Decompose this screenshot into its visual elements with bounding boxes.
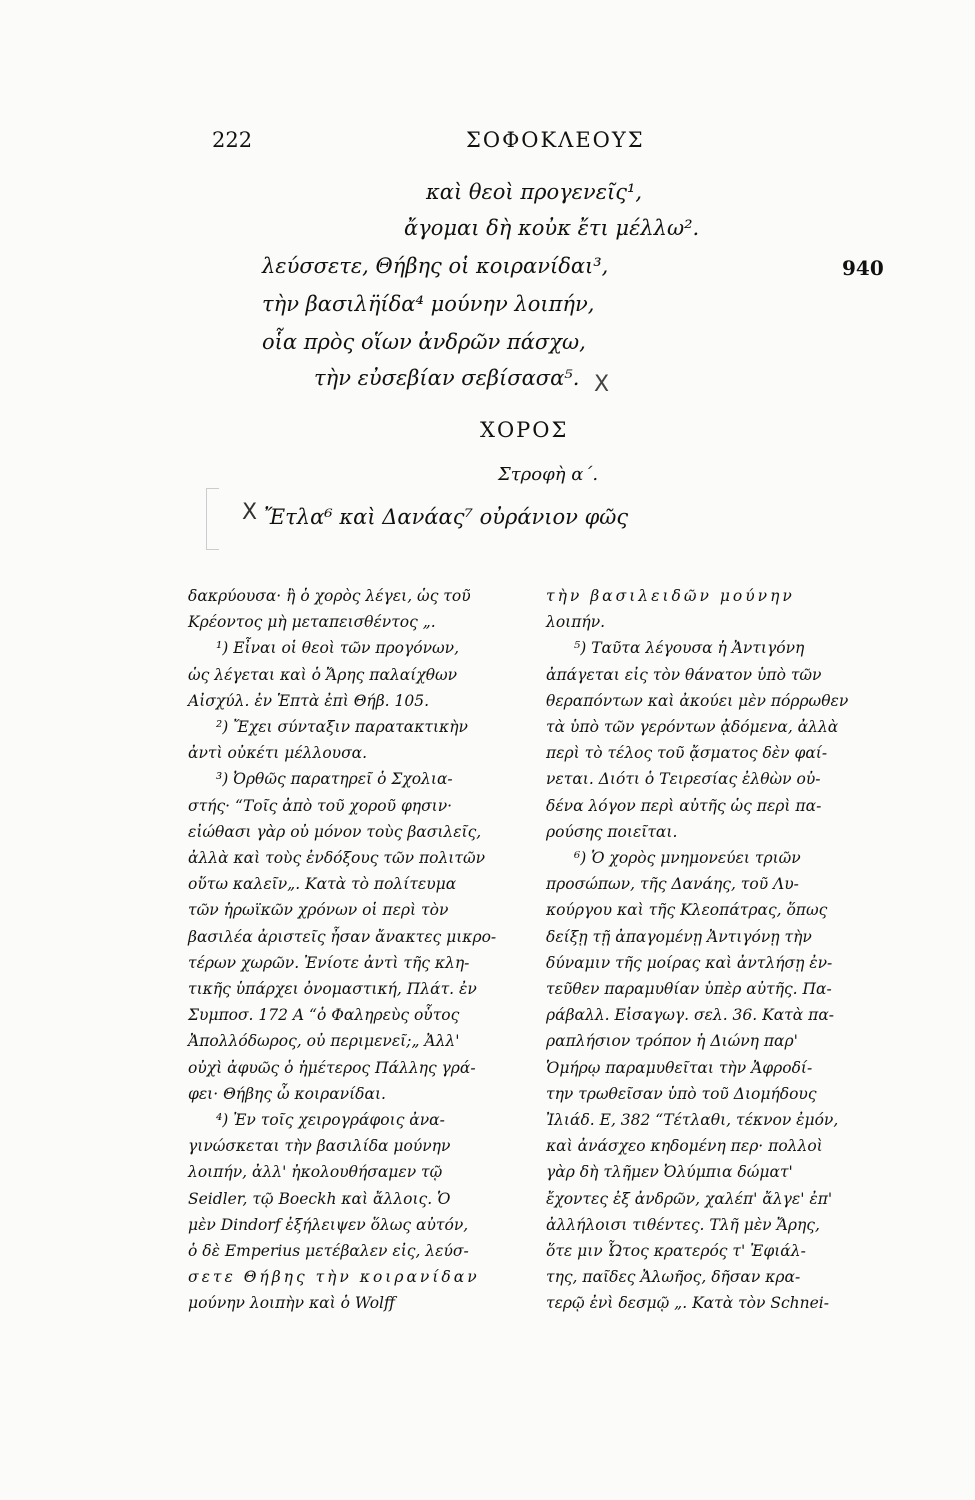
x-annotation: X [594,372,610,397]
footnote-line: μούνην λοιπὴν καὶ ὁ Wolff [188,1294,395,1313]
footnote-line: φει· Θήβης ὦ κοιρανίδαι. [188,1084,386,1103]
footnote-line: λοιπήν, ἀλλ' ἠκολουθήσαμεν τῷ [188,1163,443,1182]
footnote-line: ράβαλλ. Εἰσαγωγ. σελ. 36. Κατὰ πα- [546,1006,835,1025]
footnote-line: νεται. Διότι ὁ Τειρεσίας ἐλθὼν οὐ- [546,770,821,789]
verse-line: λεύσσετε, Θήβης οἱ κοιρανίδαι³, [262,254,609,278]
footnote-line: Ἀπολλόδωρος, οὐ περιμενεῖ;„ Ἀλλ' [188,1032,460,1051]
footnote-line: θεραπόντων καὶ ἀκούει μὲν πόρρωθεν [546,691,849,710]
verse-line: ἄγομαι δὴ κοὐκ ἔτι μέλλω². [404,216,700,240]
footnote-line: Αἰσχύλ. ἐν Ἑπτὰ ἐπὶ Θήβ. 105. [188,691,430,710]
footnote-line: οὐχὶ ἀφυῶς ὁ ἡμέτερος Πάλλης γρά- [188,1058,476,1077]
footnote-line: προσώπων, τῆς Δανάης, τοῦ Λυ- [546,875,799,894]
footnote-line: ¹) Εἶναι οἱ θεοὶ τῶν προγόνων, [216,639,459,658]
footnote-line: εἰώθασι γὰρ οὐ μόνον τοὺς βασιλεῖς, [188,822,482,841]
footnote-line: ³) Ὀρθῶς παρατηρεῖ ὁ Σχολια- [216,770,453,789]
footnote-line: οὕτω καλεῖν„. Κατὰ τὸ πολίτευμα [188,875,457,894]
footnote-line: Συμποσ. 172 Α “ὁ Φαληρεὺς οὗτος [188,1006,460,1025]
footnote-line: δύναμιν τῆς μοίρας καὶ ἀντλήσῃ ἐν- [546,953,833,972]
footnote-line: την τρωθεῖσαν ὑπὸ τοῦ Διομήδους [546,1084,817,1103]
footnote-line: δείξῃ τῇ ἀπαγομένῃ Ἀντιγόνῃ τὴν [546,927,812,946]
footnote-line: στής· “Τοῖς ἀπὸ τοῦ χοροῦ φησιν· [188,796,453,815]
footnote-line: τῶν ἡρωϊκῶν χρόνων οἱ περὶ τὸν [188,901,449,920]
footnote-line: ἀλλὰ καὶ τοὺς ἐνδόξους τῶν πολιτῶν [188,849,486,868]
footnote-line: τερῷ ἐνὶ δεσμῷ „. Κατὰ τὸν Schnei- [546,1294,829,1313]
footnote-line: δένα λόγον περὶ αὐτῆς ὡς περὶ πα- [546,796,822,815]
footnote-line: μὲν Dindorf ἐξήλειψεν ὅλως αὐτόν, [188,1215,469,1234]
footnote-line: ⁵) Ταῦτα λέγουσα ἡ Ἀντιγόνη [574,639,805,658]
footnote-line: Ὁμήρῳ παραμυθεῖται τὴν Ἀφροδί- [546,1058,813,1077]
footnote-line: βασιλέα ἀριστεῖς ἦσαν ἄνακτες μικρο- [188,927,497,946]
strophe-line: Ἔτλα⁶ καὶ Δανάας⁷ οὐράνιον φῶς [264,505,629,529]
chorus-heading: ΧΟΡΟΣ [480,418,569,442]
footnote-line: ὁ δὲ Emperius μετέβαλεν εἰς, λεύσ- [188,1242,469,1261]
footnote-line: τικῆς ὑπάρχει ὀνομαστική, Πλάτ. ἐν [188,980,477,999]
footnote-line: ρούσης ποιεῖται. [546,822,678,841]
footnote-line: τεῦθεν παραμυθίαν ὑπὲρ αὐτῆς. Πα- [546,980,832,999]
footnote-line: ἀντὶ οὐκέτι μέλλουσα. [188,744,368,763]
footnote-line: γινώσκεται τὴν βασιλίδα μούνην [188,1137,451,1156]
line-number: 940 [842,256,884,280]
footnote-line: ὡς λέγεται καὶ ὁ Ἄρης παλαίχθων [188,665,458,684]
footnote-line: ⁶) Ὁ χορὸς μνημονεύει τριῶν [574,849,801,868]
verse-line: καὶ θεοὶ προγενεῖς¹, [426,180,643,204]
footnote-line: ὅτε μιν Ὦτος κρατερός τ' Ἐφιάλ- [546,1242,806,1261]
verse-line: τὴν βασιλη̈ίδα⁴ μούνην λοιπήν, [262,292,595,316]
page-number: 222 [212,128,253,152]
footnote-line: ἀπάγεται εἰς τὸν θάνατον ὑπὸ τῶν [546,665,822,684]
footnotes-right-column [546,583,891,1317]
footnote-line: ⁴) Ἐν τοῖς χειρογράφοις ἀνα- [216,1111,445,1130]
footnote-line: σετε Θήβης τὴν κοιρανίδαν [188,1268,480,1287]
running-title: ΣΟΦΟΚΛΕΟΥΣ [466,128,645,152]
footnote-line: ²) Ἔχει σύνταξιν παρατακτικὴν [216,718,468,737]
margin-bracket [206,488,219,550]
footnote-line: λοιπήν. [546,613,606,632]
footnote-line: τὰ ὑπὸ τῶν γερόντων ᾀδόμενα, ἀλλὰ [546,718,839,737]
footnote-line: τὴν βασιλειδῶν μούνην [546,587,795,605]
footnote-line: της, παῖδες Ἀλωῆος, δῆσαν κρα- [546,1268,801,1287]
footnote-line: ἔχοντες ἐξ ἀνδρῶν, χαλέπ' ἄλγε' ἐπ' [546,1189,833,1208]
verse-line: τὴν εὐσεβίαν σεβίσασα⁵. [314,366,580,390]
footnote-line: τέρων χωρῶν. Ἐνίοτε ἀντὶ τῆς κλη- [188,953,470,972]
verse-line: οἷα πρὸς οἵων ἀνδρῶν πάσχω, [262,330,586,354]
x-annotation: X [242,500,258,525]
footnote-line: γὰρ δὴ τλῆμεν Ὀλύμπια δώματ' [546,1163,793,1182]
strophe-heading: Στροφὴ α΄. [498,464,599,485]
footnote-line: ραπλήσιον τρόπον ἡ Διώνη παρ' [546,1032,798,1051]
footnote-line: Ἰλιάδ. Ε, 382 “Τέτλαθι, τέκνον ἐμόν, [546,1111,839,1130]
footnote-line: κούργου καὶ τῆς Κλεοπάτρας, ὅπως [546,901,828,920]
footnote-line: Κρέοντος μὴ μεταπεισθέντος „. [188,613,436,632]
footnotes-left-column [188,583,523,1317]
footnote-line: καὶ ἀνάσχεο κηδομένη περ· πολλοὶ [546,1137,823,1156]
footnote-line: περὶ τὸ τέλος τοῦ ᾄσματος δὲν φαί- [546,744,828,763]
footnote-line: ἀλλήλοισι τιθέντες. Τλῆ μὲν Ἄρης, [546,1215,820,1234]
footnote-line: Seidler, τῷ Boeckh καὶ ἄλλοις. Ὁ [188,1189,451,1208]
footnote-line: δακρύουσα· ἢ ὁ χορὸς λέγει, ὡς τοῦ [188,587,471,605]
